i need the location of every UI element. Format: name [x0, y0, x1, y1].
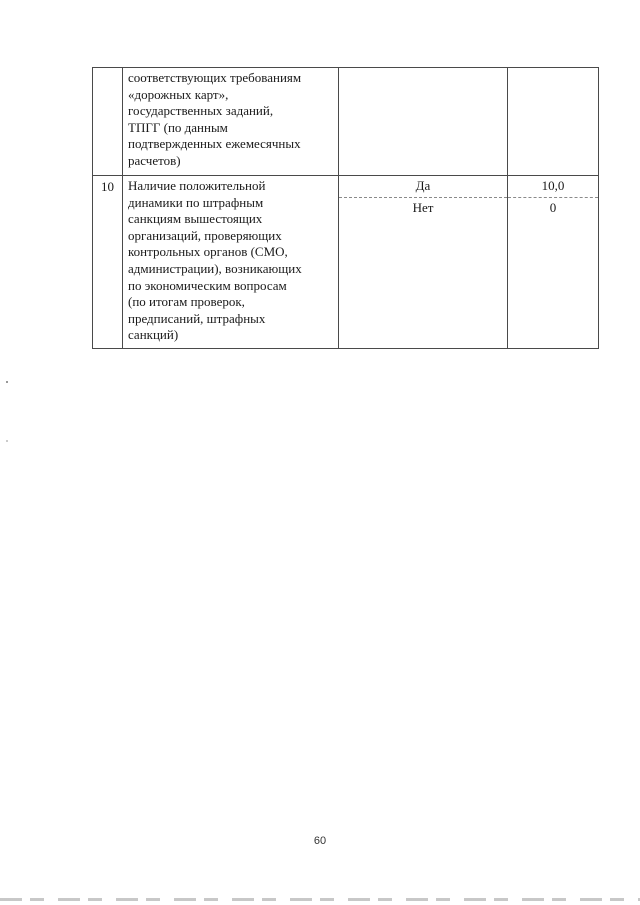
criterion-text-cell: [123, 68, 339, 176]
row-number-cell: 10: [93, 176, 123, 349]
criteria-table: [92, 67, 599, 349]
criterion-text: Наличие положительной динамики по штрафным санкциям вышестоящих организаций, проверяющих контрольных органов (СМО, администрации), возникающих по экономическим вопросам (по итогам проверок, предписаний, штрафных санкций): [128, 178, 302, 343]
scan-edge-artifact: [0, 898, 640, 901]
criterion-text: соответствующих требованиям «дорожных карт», государственных заданий, ТПГГ (по данным подтвержденных ежемесячных расчетов): [128, 70, 302, 168]
option-yes-label: Да: [339, 176, 507, 198]
option-yes-score: 10,0: [508, 176, 598, 198]
scan-speck: [6, 440, 8, 442]
table-row-continued: [93, 68, 599, 176]
value-cell: [339, 176, 508, 349]
criterion-text-cell: [123, 176, 339, 349]
score-cell: [508, 176, 599, 349]
option-no-score: 0: [549, 200, 557, 215]
value-cell: [339, 68, 508, 176]
scan-speck: [6, 381, 8, 383]
row-number-cell: [93, 68, 123, 176]
option-no-label: Нет: [412, 200, 434, 215]
page-number: 60: [313, 835, 327, 847]
score-cell: [508, 68, 599, 176]
table-row-10: [93, 176, 599, 349]
